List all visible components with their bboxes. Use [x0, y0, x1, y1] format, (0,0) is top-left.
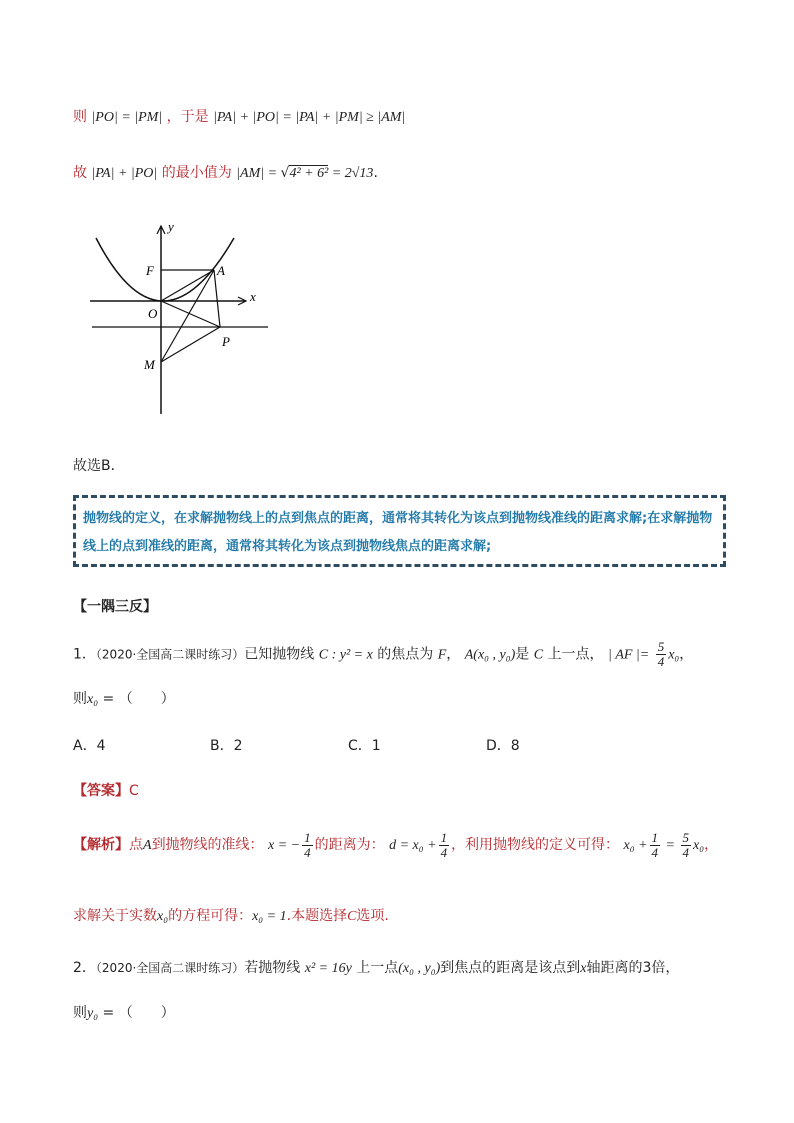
- q1-x0: x₀: [87, 692, 99, 707]
- label-x: x: [250, 289, 256, 304]
- f2-den: 4: [440, 844, 448, 860]
- conclusion: 故选B．: [73, 458, 125, 474]
- segment-MP: [161, 327, 220, 362]
- q1-frac-num: 5: [657, 639, 665, 654]
- question-2-line-2: [73, 1002, 175, 1022]
- option-b[interactable]: B．2: [210, 738, 243, 754]
- option-c[interactable]: C．1: [348, 738, 381, 754]
- section-title: 【一隅三反】: [73, 599, 157, 615]
- sqrt-sign: √: [280, 165, 290, 181]
- analysis-A: A: [143, 838, 152, 853]
- segment-OP: [161, 301, 220, 327]
- label-F: F: [146, 263, 154, 278]
- q1-analysis-line-2: [73, 905, 389, 925]
- analysis-eq2: d = x₀ +: [389, 838, 437, 853]
- q2-text-d: 轴距离的3倍，: [586, 960, 680, 976]
- analysis-frac3: [650, 831, 661, 860]
- analysis-line2-b: 的方程可得：: [168, 908, 253, 924]
- q1-analysis-line-1: [73, 830, 718, 861]
- analysis-eq3b: =: [662, 838, 679, 853]
- analysis-line2-C: C: [347, 909, 357, 924]
- q1-number: 1．: [73, 646, 96, 663]
- line2-middle: 的最小值为: [161, 165, 232, 181]
- analysis-frac1: [302, 831, 313, 860]
- q1-F: F: [437, 647, 447, 663]
- q2-text-b: 上一点: [356, 960, 399, 976]
- analysis-frac4: [681, 831, 692, 860]
- label-P: P: [222, 334, 230, 349]
- analysis-line2-c: .本题选择: [286, 908, 348, 924]
- f3-den: 4: [651, 844, 659, 860]
- q1-source: （2020·全国高二课时练习）: [95, 647, 245, 662]
- question-2-line-1: [73, 957, 679, 977]
- solution-line-1: [73, 106, 405, 126]
- line1-prefix: 则: [73, 109, 87, 125]
- q1-text-b: 的焦点为: [377, 646, 434, 663]
- label-y: y: [168, 219, 174, 234]
- f1-den: 4: [304, 844, 311, 860]
- sqrt-radicand: 4² + 6²: [289, 166, 329, 181]
- q1-text-c: 是: [515, 646, 530, 663]
- parabola-figure: [86, 218, 286, 418]
- analysis-line2-a: 求解关于实数: [73, 908, 157, 924]
- question-1-line-2: [73, 688, 175, 708]
- q1-text-a: 已知抛物线: [244, 646, 315, 663]
- line2-formula-b: |AM| =: [236, 166, 281, 181]
- option-d[interactable]: D．8: [486, 738, 520, 754]
- segment-MA: [161, 270, 214, 362]
- q2-point: (x₀ , y₀): [398, 961, 441, 976]
- solution-line-2: [73, 162, 378, 182]
- line2-result: = 2√13: [328, 166, 374, 181]
- q2-number: 2．: [73, 960, 96, 976]
- analysis-t4: ，利用抛物线的定义可得：: [451, 837, 620, 853]
- line2-formula-a: |PA| + |PO|: [91, 166, 158, 181]
- f2-num: 1: [440, 829, 448, 845]
- question-1-line-1: 1．（2020·全国高二课时练习）已知抛物线 C : y² = x 的焦点为 F， A(x₀ , y₀)是 C 上一点， | AF |= $\frac{5}{4}$ x₀，: [73, 639, 694, 669]
- q1-C: C: [533, 647, 544, 663]
- analysis-t3: 的距离为：: [314, 837, 385, 853]
- q1-text-d: 上一点，: [547, 646, 604, 663]
- q1-answer: [73, 780, 139, 800]
- line1-middle: ，于是: [166, 109, 209, 125]
- f1-num: 1: [304, 829, 311, 845]
- q1-text-e: ，: [679, 646, 694, 663]
- tip-text: 抛物线的定义，在求解抛物线上的点到焦点的距离，通常将其转化为该点到抛物线准线的距离求解;在求解抛物线上的点到准线的距离，通常将其转化为该点到抛物线焦点的距离求解;: [83, 511, 713, 554]
- label-M: M: [144, 357, 155, 372]
- q2-x: x: [580, 961, 587, 976]
- analysis-line2-d: 选项.: [356, 908, 389, 924]
- q1-af-tail: x₀: [668, 647, 680, 663]
- q2-curve: x² = 16y: [304, 961, 352, 976]
- q2-text-c: 到焦点的距离是该点到: [440, 960, 581, 976]
- q2-line2-tail: = （ ）: [98, 1005, 175, 1021]
- f4-num: 5: [682, 829, 689, 845]
- line2-prefix: 故: [73, 165, 87, 181]
- answer-value: C: [129, 783, 139, 799]
- analysis-line2-eq: x₀ = 1: [252, 909, 287, 924]
- f3-num: 1: [651, 829, 659, 845]
- q1-point: A(x₀ , y₀): [464, 647, 516, 663]
- analysis-t5: ，: [704, 837, 719, 853]
- q1-line2-tail: = （ ）: [98, 691, 175, 707]
- analysis-eq1: x = −: [268, 838, 301, 853]
- analysis-t1: 点: [129, 837, 143, 853]
- q2-line2: 则: [73, 1005, 87, 1021]
- line2-end: .: [373, 165, 378, 181]
- analysis-label: 【解析】: [73, 837, 129, 853]
- segment-OA: [161, 270, 214, 301]
- f4-den: 4: [682, 844, 689, 860]
- q1-line2: 则: [73, 691, 87, 707]
- line1-formula-a: |PO| = |PM|: [91, 110, 163, 125]
- analysis-line2-x: x₀: [157, 909, 169, 924]
- q2-source: （2020·全国高二课时练习）: [95, 961, 245, 975]
- q1-frac-den: 4: [657, 654, 665, 669]
- segment-AP: [214, 270, 220, 327]
- analysis-frac2: [439, 831, 450, 860]
- q2-text-a: 若抛物线: [244, 960, 301, 976]
- option-a[interactable]: A．4: [73, 738, 106, 754]
- label-A: A: [217, 263, 225, 278]
- q1-fraction: [656, 640, 667, 669]
- q2-y0: y₀: [87, 1006, 99, 1021]
- analysis-eq3c: x₀: [693, 838, 705, 853]
- q1-curve: C : y² = x: [318, 647, 373, 663]
- answer-label: 【答案】: [73, 783, 129, 799]
- analysis-t2: 到抛物线的准线：: [151, 837, 264, 853]
- q1-af: | AF |=: [607, 647, 650, 663]
- label-O: O: [148, 306, 158, 321]
- analysis-eq3a: x₀ +: [623, 838, 648, 853]
- line1-formula-b: |PA| + |PO| = |PA| + |PM| ≥ |AM|: [213, 110, 406, 125]
